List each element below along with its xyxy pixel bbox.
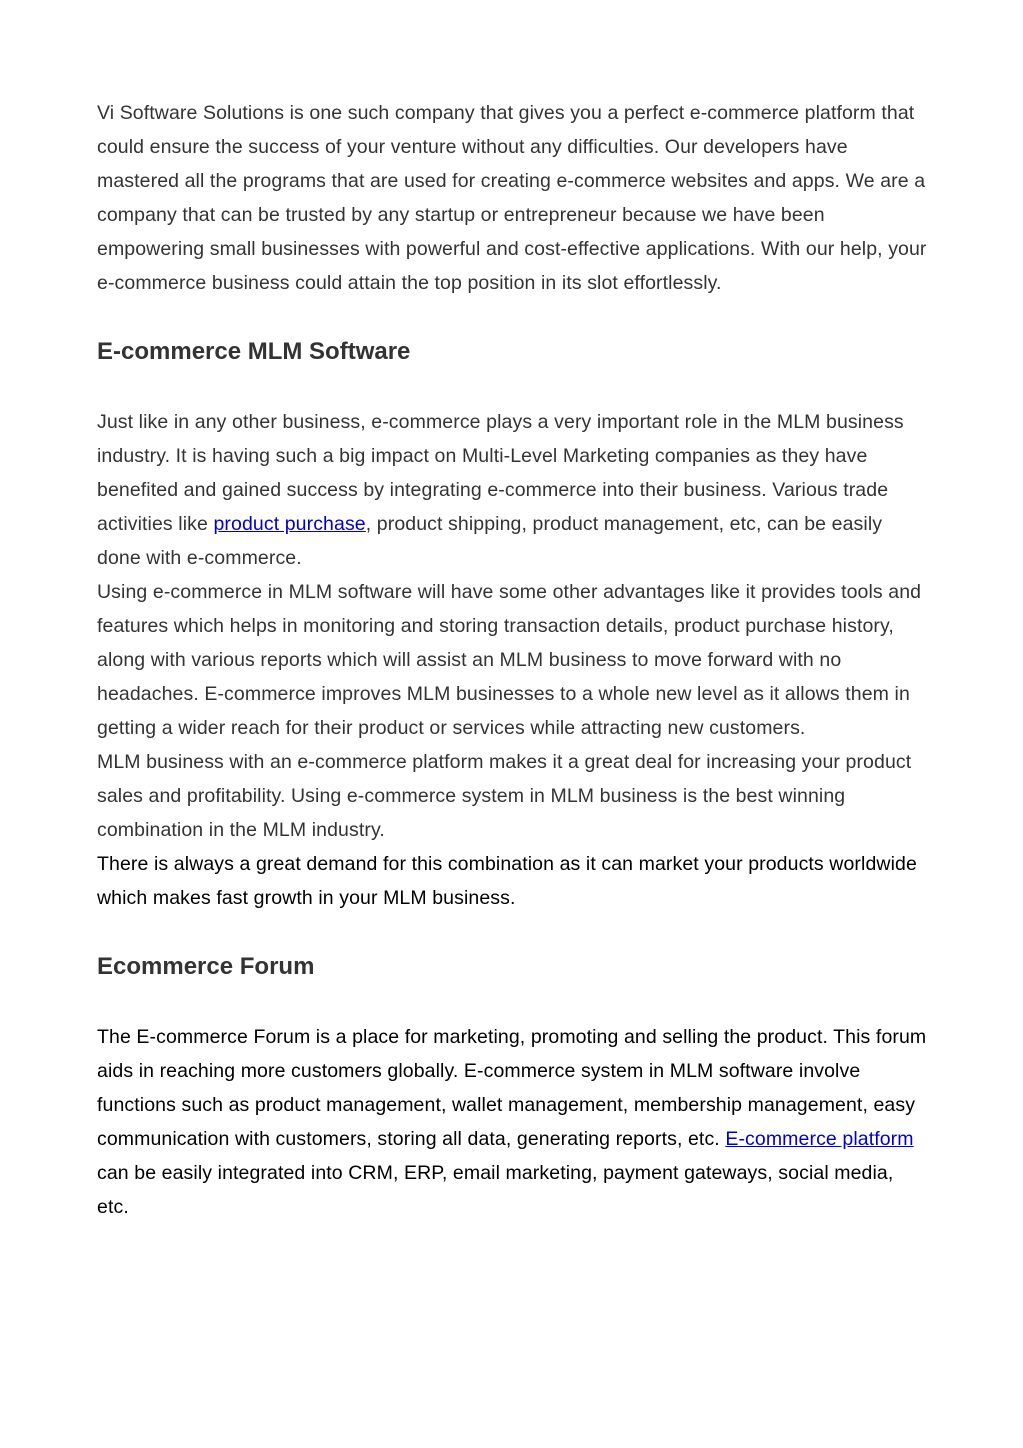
document-page bbox=[97, 96, 927, 1224]
section2-p1-text-before: The E-commerce Forum is a place for marketing, promoting and selling the product. This forum aids in reaching more customers globally. E-commerce system in MLM software involve functions such as product management, wallet management, membership management, easy communication with customers, storing all data, generating reports, etc. bbox=[97, 1026, 927, 1150]
section1-paragraph-4: There is always a great demand for this combination as it can market your products worldwide which makes fast growth in your MLM business. bbox=[97, 853, 917, 909]
section2-paragraph-1 bbox=[97, 1020, 927, 1224]
section1-paragraph-3: MLM business with an e-commerce platform makes it a great deal for increasing your product sales and profitability. Using e-commerce system in MLM business is the best winning combination in the MLM industry. bbox=[97, 751, 912, 841]
section1-p1-text-after: , product shipping, product management, etc, can be easily done with e-commerce. bbox=[97, 513, 883, 569]
section2-p1-text-after: can be easily integrated into CRM, ERP, email marketing, payment gateways, social media, etc. bbox=[97, 1162, 894, 1218]
section1-paragraph-2: Using e-commerce in MLM software will have some other advantages like it provides tools and features which helps in monitoring and storing transaction details, product purchase history, along with various reports which will assist an MLM business to move forward with no headaches. E-commerce improves MLM businesses to a whole new level as it allows them in getting a wider reach for their product or services while attracting new customers. bbox=[97, 581, 922, 739]
section-heading-ecommerce-forum: Ecommerce Forum bbox=[97, 953, 315, 980]
section-heading-ecommerce-mlm-software: E-commerce MLM Software bbox=[97, 338, 411, 365]
ecommerce-platform-link[interactable]: E-commerce platform bbox=[725, 1128, 914, 1150]
intro-paragraph: Vi Software Solutions is one such company that gives you a perfect e-commerce platform that could ensure the success of your venture without any difficulties. Our developers have mastered all the programs that are used for creating e-commerce websites and apps. We are a company that can be trusted by any startup or entrepreneur because we have been empowering small businesses with powerful and cost-effective applications. With our help, your e-commerce business could attain the top position in its slot effortlessly. bbox=[97, 102, 927, 294]
section1-paragraph-1 bbox=[97, 405, 927, 575]
product-purchase-link[interactable]: product purchase bbox=[213, 513, 366, 535]
section1-p1-text-before: Just like in any other business, e-commerce plays a very important role in the MLM business industry. It is having such a big impact on Multi-Level Marketing companies as they have benefited and gained success by integrating e-commerce into their business. Various trade activities like bbox=[97, 411, 904, 535]
